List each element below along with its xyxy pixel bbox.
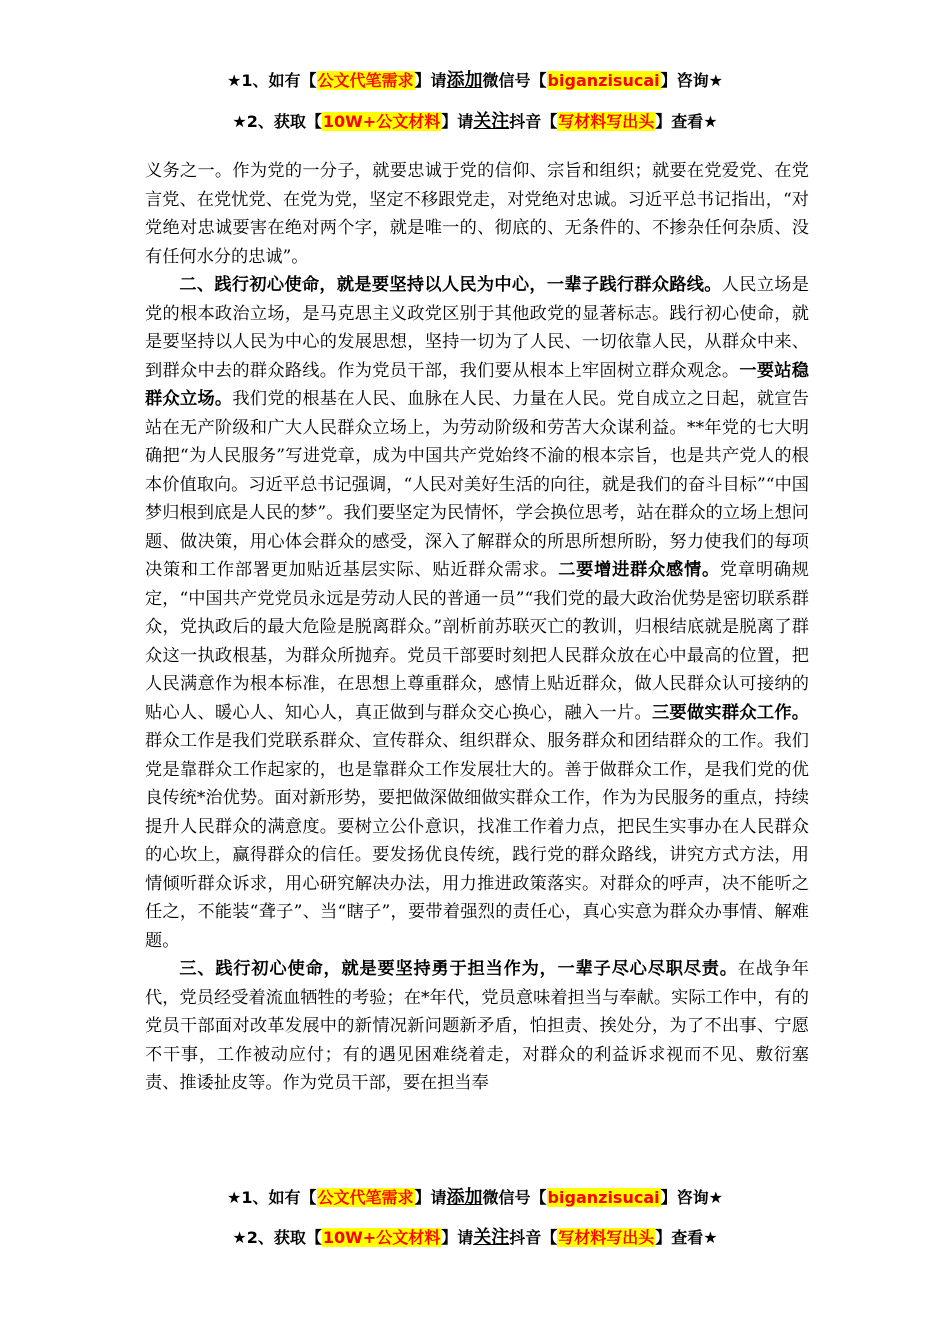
paragraph-text: 党章明确规定，“中国共产党党员永远是劳动人民的普通一员”“我们党的最大政治优势是密切联系群众，党执政后的最大危险是脱离群众。”剖析前苏联灭亡的教训，归根结底就是脱离了群众这一执政根基，为群众所抛弃。党员干部要时刻把人民群众放在心中最高的位置，把人民满意作为根本标准，在思想上尊重群众，感情上贴近群众，做人民群众认可接纳的贴心人、暖心人、知心人，真正做到与群众交心换心，融入一片。 [145,560,809,723]
banner-text: ★1、如有【 [227,1188,317,1207]
paragraph-1: 义务之一。作为党的一分子，就要忠诚于党的信仰、宗旨和组织；就要在党爱党、在党言党、在党忧党、在党为党，坚定不移跟党走，对党绝对忠诚。习近平总书记指出，“对党绝对忠诚要害在绝对两个字，就是唯一的、彻底的、无条件的、不掺杂任何杂质、没有任何水分的忠诚”。 [145,161,809,267]
highlight-service: 公文代笔需求 [317,1188,414,1207]
emphasis-follow: 关注 [473,111,510,132]
sub-heading-1: 一要站稳群众立场。 [145,360,809,409]
sub-heading-3: 三要做实群众工作。 [651,702,809,723]
emphasis-add: 添加 [446,1187,483,1208]
banner-text: 抖音【 [509,112,558,131]
highlight-service: 公文代笔需求 [317,71,414,90]
banner-text: 】查看★ [655,112,718,131]
banner-text: ★2、获取【 [232,112,322,131]
paragraph-text: 我们党的根基在人民、血脉在人民、力量在人民。党自成立之日起，就宣告站在无产阶级和广大人民群众立场上，为劳动阶级和劳苦大众谋利益。**年党的七大明确把“为人民服务”写进党章，成为中国共产党始终不渝的根本宗旨，也是共产党人的根本价值取向。习近平总书记强调，“人民对美好生活的向往，就是我们的奋斗目标”“中国梦归根到底是人民的梦”。我们要坚定为民情怀，学会换位思考，站在群众的立场上想问题、做决策，用心体会群众的感受，深入了解群众的所思所想所盼，努力使我们的每项决策和工作部署更加贴近基层实际、贴近群众需求。 [145,389,809,580]
banner-text: 微信号【 [482,71,547,90]
emphasis-add: 添加 [446,70,483,91]
paragraph-2 [145,271,809,955]
banner-text: 抖音【 [509,1228,558,1247]
footer-banner-line2 [0,1227,950,1249]
footer-banner-line1 [0,1187,950,1209]
paragraph-text: 在战争年代，党员经受着流血牺牲的考验；在*年代，党员意味着担当与奉献。实际工作中，有的党员干部面对改革发展中的新情况新问题新矛盾，怕担责、挨处分，为了不出事、宁愿不干事，工作被动应付；有的遇见困难绕着走，对群众的利益诉求视而不见、敷衍塞责、推诿扯皮等。作为党员干部，要在担当奉 [145,959,809,1093]
emphasis-follow: 关注 [473,1227,510,1248]
banner-text: ★1、如有【 [227,71,317,90]
highlight-materials: 10W+公文材料 [322,112,441,131]
paragraph-text: 群众工作是我们党联系群众、宣传群众、组织群众、服务群众和团结群众的工作。我们党是靠群众工作起家的，也是靠群众工作发展壮大的。善于做群众工作，是我们党的优良传统*治优势。面对新形势，要把做深做细做实群众工作，作为为民服务的重点，持续提升人民群众的满意度。要树立公仆意识，找准工作着力点，把民生实事办在人民群众的心坎上，赢得群众的信任。要发扬优良传统，践行党的群众路线，讲究方式方法，用情倾听群众诉求，用心研究解决办法，用力推进政策落实。对群众的呼声，决不能听之任之，不能装“聋子”、当“瞎子”，要带着强烈的责任心，真心实意为群众办事情、解难题。 [145,731,809,951]
paragraph-3 [145,955,809,1098]
banner-text: ★2、获取【 [232,1228,322,1247]
highlight-wechat-id: biganzisucai [547,71,660,90]
section-heading-2: 二、践行初心使命，就是要坚持以人民为中心，一辈子践行群众路线。 [179,275,722,295]
highlight-materials: 10W+公文材料 [322,1228,441,1247]
banner-text: 】请 [414,1188,447,1207]
banner-text: 】请 [414,71,447,90]
banner-text: 】请 [441,1228,474,1247]
header-banner-line2 [0,111,950,133]
banner-text: 】请 [441,112,474,131]
banner-text: 微信号【 [482,1188,547,1207]
highlight-douyin-account: 写材料写出头 [558,112,655,131]
paragraph-text: 人民立场是党的根本政治立场，是马克思主义政党区别于其他政党的显著标志。践行初心使命，就是要坚持以人民为中心的发展思想，坚持一切为了人民、一切依靠人民，从群众中来、到群众中去的群众路线。作为党员干部，我们要从根本上牢固树立群众观念。 [145,275,809,381]
sub-heading-2: 二要增进群众感情。 [558,560,720,580]
banner-text: 】咨询★ [660,71,723,90]
section-heading-3: 三、践行初心使命，就是要坚持勇于担当作为，一辈子尽心尽职尽责。 [179,959,738,979]
highlight-douyin-account: 写材料写出头 [558,1228,655,1247]
banner-text: 】查看★ [655,1228,718,1247]
header-banner-line1 [0,70,950,92]
document-body [145,157,809,1098]
banner-text: 】咨询★ [660,1188,723,1207]
highlight-wechat-id: biganzisucai [547,1188,660,1207]
